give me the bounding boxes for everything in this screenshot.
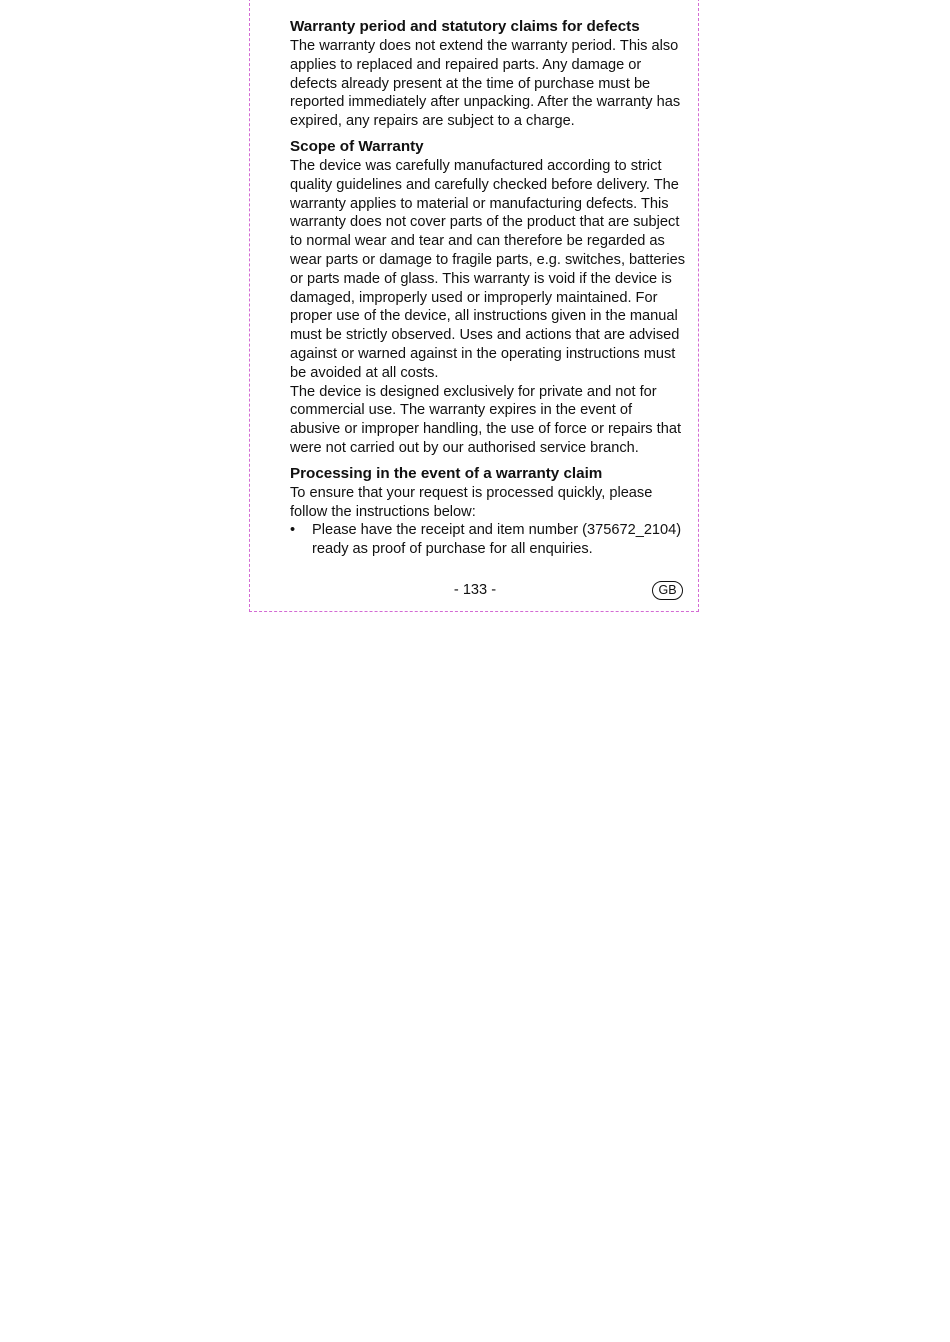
list-item [290, 521, 686, 559]
document-body [290, 17, 686, 565]
page-number: - 133 - [453, 582, 497, 598]
section-paragraph: The device was carefully manufactured according to strict quality guidelines and carefully checked before delivery. The warranty applies to material or manufacturing defects. This warranty does not cover parts of the product that are subject to normal wear and tear and can therefore be regarded as wear parts or damage to fragile parts, e.g. switches, batteries or parts made of glass. This warranty is void if the device is damaged, improperly used or improperly maintained. For proper use of the device, all instructions given in the manual must be strictly observed. Uses and actions that are advised against or warned against in the operating instructions must be avoided at all costs. [290, 157, 686, 381]
section-heading: Warranty period and statutory claims for defects [290, 18, 640, 35]
section-heading: Scope of Warranty [290, 137, 424, 155]
bullet-list [290, 521, 686, 559]
section-scope-of-warranty [290, 137, 686, 458]
section-paragraph: To ensure that your request is processed quickly, please follow the instructions below: [290, 484, 653, 520]
section-paragraph: The device is designed exclusively for private and not for commercial use. The warranty expires in the event of abusive or improper handling, the use of force or repairs that were not carried out by our authorised service branch. [290, 383, 682, 456]
section-warranty-claim [290, 464, 686, 559]
section-warranty-period [290, 17, 686, 131]
list-item-text: Please have the receipt and item number (375672_2104) ready as proof of purchase for all enquiries. [312, 522, 682, 558]
bullet-icon: • [290, 522, 296, 539]
section-heading: Processing in the event of a warranty claim [290, 464, 603, 482]
section-paragraph: The warranty does not extend the warranty period. This also applies to replaced and repaired parts. Any damage or defects already present at the time of purchase must be reported immediately after unpacking. After the warranty has expired, any repairs are subject to a charge. [290, 38, 681, 130]
language-badge: GB [652, 581, 683, 600]
